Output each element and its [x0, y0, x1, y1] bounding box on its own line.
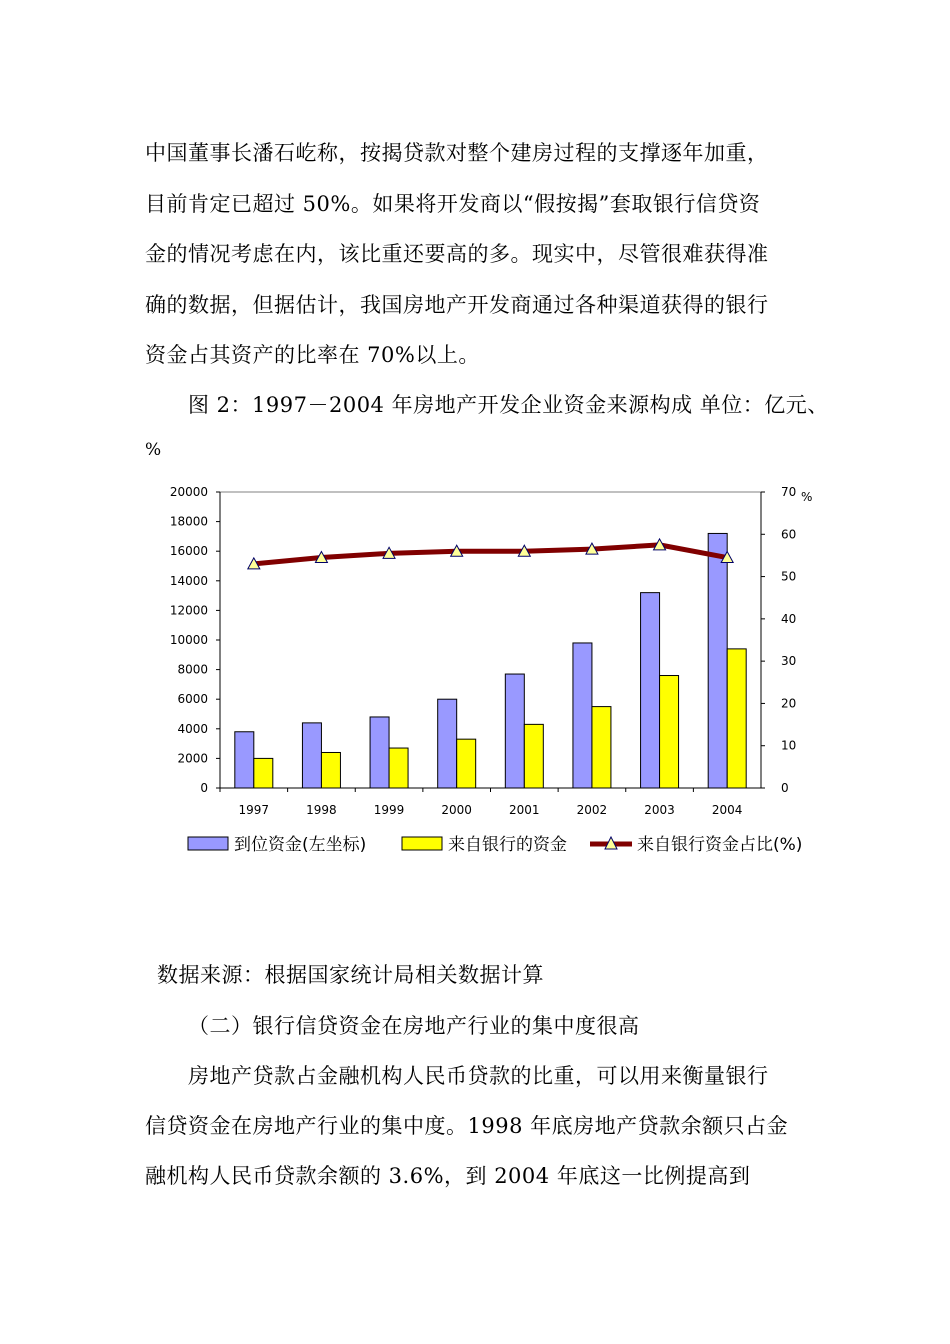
- bank-funds-bar-1997: [254, 758, 273, 788]
- x-tick-label: 2004: [711, 803, 743, 817]
- section-heading: （二）银行信贷资金在房地产行业的集中度很高: [188, 1014, 640, 1038]
- x-tick-label: 1999: [373, 803, 405, 817]
- funds-bar-1999: [370, 717, 389, 788]
- right-tick-label: 20: [781, 696, 797, 711]
- right-axis-unit: %: [801, 490, 813, 504]
- left-tick-label: 18000: [169, 514, 208, 529]
- left-tick-label: 14000: [169, 573, 208, 588]
- right-tick-label: 10: [781, 738, 797, 753]
- left-tick-label: 12000: [169, 603, 208, 618]
- bank-funds-bar-2001: [524, 724, 543, 788]
- bank-funds-bar-2000: [457, 739, 476, 788]
- funds-bar-2001: [505, 674, 524, 788]
- plot-frame: [220, 492, 761, 788]
- paragraph-2-line-2: 信贷资金在房地产行业的集中度。1998 年底房地产贷款余额只占金: [145, 1114, 789, 1138]
- left-tick-label: 10000: [169, 633, 208, 647]
- paragraph-1-line-2: 目前肯定已超过 50%。如果将开发商以“假按揭”套取银行信贷资: [145, 192, 761, 216]
- funds-bar-1997: [235, 732, 254, 788]
- bank-funds-bar-2004: [727, 649, 746, 788]
- funds-bar-2003: [641, 593, 660, 788]
- left-tick-label: 20000: [169, 485, 208, 499]
- right-tick-label: 70: [781, 485, 797, 499]
- paragraph-2-line-1: 房地产贷款占金融机构人民币贷款的比重，可以用来衡量银行: [188, 1064, 769, 1088]
- x-tick-label: 2001: [509, 803, 540, 817]
- bank-funds-bar-2003: [660, 676, 679, 788]
- legend-label-funds: 到位资金(左坐标): [234, 835, 367, 855]
- funds-bar-1998: [302, 723, 321, 788]
- bank-funds-bar-2002: [592, 707, 611, 788]
- source-note: 数据来源：根据国家统计局相关数据计算: [157, 963, 544, 987]
- funds-bar-2000: [438, 699, 457, 788]
- paragraph-1-line-5: 资金占其资产的比率在 70%以上。: [145, 343, 480, 367]
- legend-swatch-funds: [188, 837, 228, 850]
- funds-bar-2004: [708, 533, 727, 788]
- bank-funds-bar-1999: [389, 748, 408, 788]
- x-tick-label: 2002: [576, 803, 608, 817]
- left-tick-label: 0: [200, 781, 208, 795]
- right-tick-label: 0: [781, 781, 789, 795]
- funding-sources-chart: [140, 470, 840, 870]
- figure-caption-line-2: %: [145, 440, 162, 460]
- x-tick-label: 1998: [306, 803, 337, 817]
- right-tick-label: 40: [781, 611, 797, 626]
- left-tick-label: 6000: [177, 692, 208, 707]
- paragraph-1-line-3: 金的情况考虑在内，该比重还要高的多。现实中，尽管很难获得准: [145, 242, 769, 266]
- left-tick-label: 8000: [177, 662, 208, 677]
- left-tick-label: 2000: [177, 751, 208, 766]
- right-tick-label: 60: [781, 527, 797, 542]
- left-tick-label: 4000: [177, 721, 208, 736]
- right-tick-label: 50: [781, 569, 797, 584]
- bank-funds-bar-1998: [321, 752, 340, 788]
- legend-swatch-bank-funds: [402, 837, 442, 850]
- funds-bar-2002: [573, 643, 592, 788]
- paragraph-1-line-1: 中国董事长潘石屹称，按揭贷款对整个建房过程的支撑逐年加重，: [145, 141, 769, 165]
- left-tick-label: 16000: [169, 544, 208, 559]
- right-tick-label: 30: [781, 654, 797, 669]
- legend-label-bank-share: 来自银行资金占比(%): [637, 835, 803, 855]
- paragraph-2-line-3: 融机构人民币贷款余额的 3.6%，到 2004 年底这一比例提高到: [145, 1164, 751, 1188]
- x-tick-label: 1997: [238, 803, 270, 817]
- x-tick-label: 2000: [441, 803, 472, 817]
- legend-label-bank-funds: 来自银行的资金: [448, 835, 567, 855]
- x-tick-label: 2003: [644, 803, 675, 817]
- paragraph-1-line-4: 确的数据，但据估计，我国房地产开发商通过各种渠道获得的银行: [145, 293, 769, 317]
- figure-caption-line-1: 图 2：1997－2004 年房地产开发企业资金来源构成 单位：亿元、: [188, 393, 829, 417]
